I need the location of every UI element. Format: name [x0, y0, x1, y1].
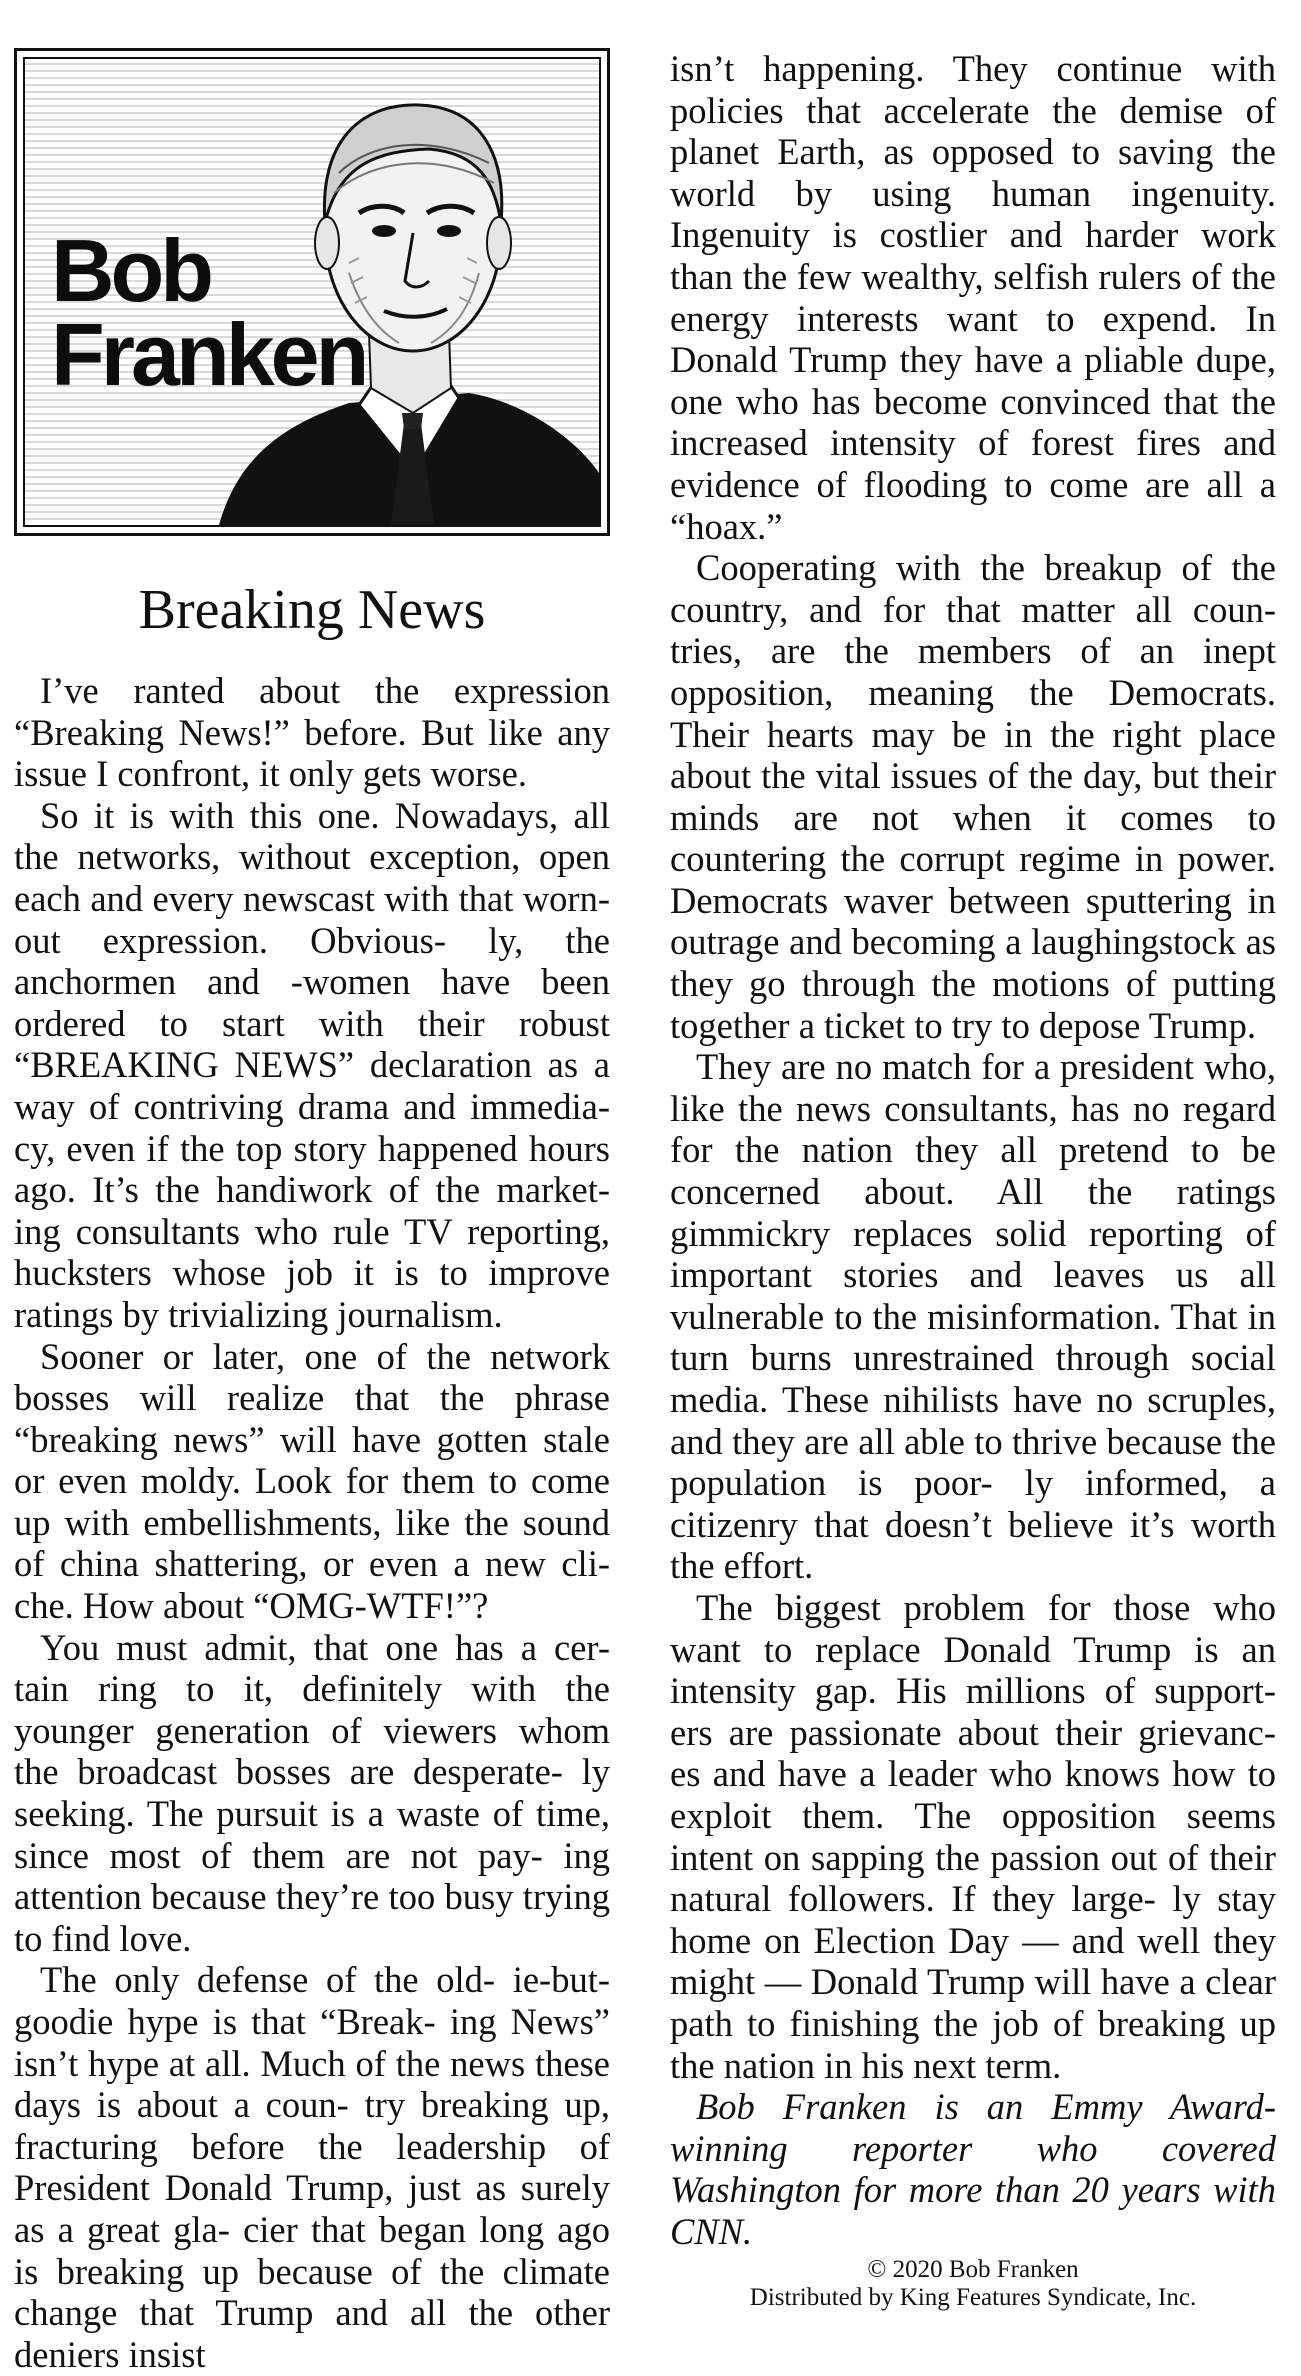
article-headline: Breaking News	[138, 579, 486, 641]
right-column	[670, 48, 1282, 2312]
body-paragraph: You must admit, that one has a cer- tain ring to it, definitely with the younger generation of viewers whom the broadcast bosses are desperate- ly seeking. The pursuit is a waste of time, since most of them are not pay- ing attention because they’re too busy trying to find love.	[14, 1626, 610, 1959]
author-bio: Bob Franken is an Emmy Award-winning reporter who covered Washington for more than 20 years with CNN.	[670, 2086, 1276, 2252]
body-paragraph: So it is with this one. Nowadays, all the networks, without exception, open each and every newscast with that worn-out expression. Obvious- ly, the anchormen and -women have been ordered to start with their robust “BREAKING NEWS” declaration as a way of contriving drama and immedia- cy, even if the top story happened hours ago. It’s the handiwork of the market- ing consultants who rule TV reporting, hucksters whose job it is to improve ratings by trivializing journalism.	[14, 794, 610, 1335]
masthead-columnist-name	[51, 221, 366, 404]
left-column	[14, 48, 624, 2375]
copyright-line: © 2020 Bob Franken	[867, 2256, 1079, 2284]
masthead-name-first: Bob	[51, 221, 211, 320]
body-paragraph: They are no match for a president who, like the news consultants, has no regard for the nation they all pretend to be concerned about. All the ratings gimmickry replaces solid reporting of important stories and leaves us all vulnerable to the misinformation. That in turn burns unrestrained through social media. These nihilists have no scruples, and they are all able to thrive because the population is poor- ly informed, a citizenry that doesn’t believe it’s worth the effort.	[670, 1046, 1276, 1587]
body-paragraph: Sooner or later, one of the network bosses will realize that the phrase “breaking news” will have gotten stale or even moldy. Look for them to come up with embellishments, like the sound of china shattering, or even a new cli- che. How about “OMG-WTF!”?	[14, 1335, 610, 1627]
columnist-masthead	[14, 48, 610, 536]
body-paragraph: The only defense of the old- ie-but-goodie hype is that “Break- ing News” isn’t hype at all. Much of the news these days is about a coun- try breaking up, fracturing before the leadership of President Donald Trump, just as surely as a great gla- cier that began long ago is breaking up because of the climate change that Trump and all the other deniers insist	[14, 1959, 610, 2375]
body-paragraph-continued: isn’t happening. They continue with policies that accelerate the demise of planet Earth, as opposed to saving the world by using human ingenuity. Ingenuity is costlier and harder work than the few wealthy, selfish rulers of the energy interests want to expend. In Donald Trump they have a pliable dupe, one who has become convinced that the increased intensity of forest fires and evidence of flooding to come are all a “hoax.”	[670, 48, 1276, 547]
credits-block	[670, 2256, 1276, 2312]
masthead-name-last: Franken	[51, 305, 366, 404]
body-paragraph: I’ve ranted about the expression “Breaking News!” before. But like any issue I confront, it only gets worse.	[14, 670, 610, 795]
distributor-line: Distributed by King Features Syndicate, Inc.	[749, 2284, 1197, 2312]
body-paragraph: The biggest problem for those who want to replace Donald Trump is an intensity gap. His millions of support- ers are passionate about their grievanc- es and have a leader who knows how to exploit them. The opposition seems intent on sapping the passion out of their natural followers. If they large- ly stay home on Election Day — and well they might — Donald Trump will have a clear path to finishing the job of breaking up the nation in his next term.	[670, 1586, 1276, 2086]
body-paragraph: Cooperating with the breakup of the country, and for that matter all coun- tries, are the members of an inept opposition, meaning the Democrats. Their hearts may be in the right place about the vital issues of the day, but their minds are not when it comes to countering the corrupt regime in power. Democrats waver between sputtering in outrage and becoming a laughingstock as they go through the motions of putting together a ticket to try to depose Trump.	[670, 547, 1276, 1046]
masthead-frame	[23, 57, 601, 527]
